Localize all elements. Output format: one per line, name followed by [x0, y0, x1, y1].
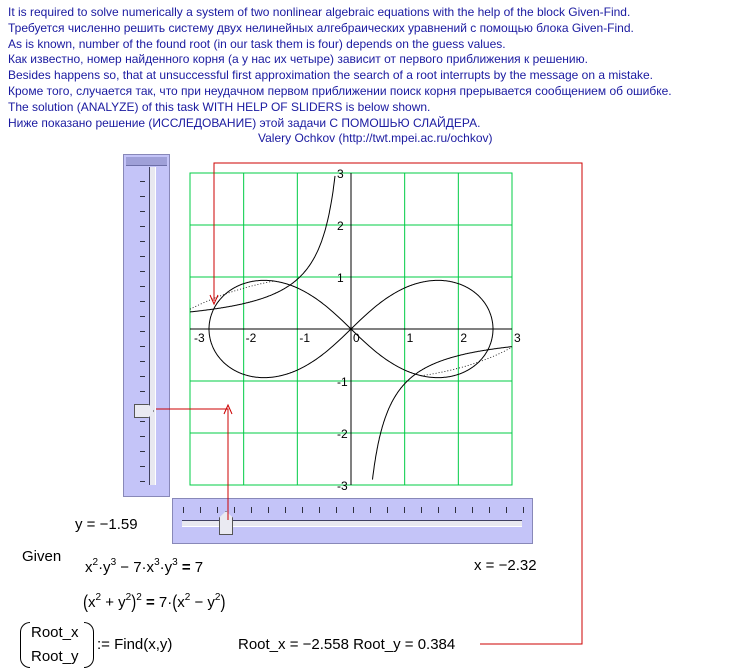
x-tick-label: 2	[460, 331, 468, 345]
equation-1: $x^2\cdot y^3 - 7\cdot x^3\cdot y^3 = 7$	[85, 557, 204, 576]
equation-curve-left	[190, 176, 335, 312]
x-tick-label: -2	[245, 331, 257, 345]
intro-line: Кроме того, случается так, что при неудачном первом приближении поиск корня прерывается сообщением об ошибке.	[8, 83, 672, 98]
y-tick-label: -3	[337, 479, 348, 493]
root-result: Root_x = −2.558 Root_y = 0.384	[238, 636, 456, 653]
bracket-right	[84, 622, 94, 668]
y-tick-label: -1	[337, 375, 348, 389]
intro-line: Как известно, номер найденного корня (а у нас их четыре) зависит от первого приближения к решению.	[8, 52, 588, 67]
intro-line: Besides happens so, that at unsuccessful first approximation the search of a root interrupts by the message on a mistake.	[8, 68, 654, 83]
find-call: := Find(x,y)	[97, 636, 173, 653]
x-value: x = −2.32	[474, 557, 537, 574]
guess-trace-left	[190, 281, 273, 309]
y-tick-label: 1	[337, 271, 344, 285]
x-tick-label: 3	[514, 331, 521, 345]
intro-line: It is required to solve numerically a system of two nonlinear algebraic equations with the help of the block Given-Find.	[8, 5, 631, 19]
root-vector	[20, 622, 94, 668]
given-keyword: Given	[22, 548, 62, 565]
intro-line: Ниже показано решение (ИССЛЕДОВАНИЕ) этой задачи С ПОМОШЬЮ СЛАЙДЕРА.	[8, 115, 481, 130]
y-tick-label: 3	[337, 167, 344, 181]
author-credit: Valery Ochkov (http://twt.mpei.ac.ru/ochkov)	[258, 131, 493, 146]
y-value: y = −1.59	[75, 516, 138, 533]
root-y-label: Root_y	[31, 648, 79, 665]
x-tick-label: -3	[194, 331, 205, 345]
bracket-left	[20, 622, 30, 668]
root-x-label: Root_x	[31, 624, 79, 641]
x-tick-label: 0	[353, 331, 360, 345]
y-tick-label: -2	[337, 427, 348, 441]
y-guess-link	[156, 409, 228, 520]
x-tick-label: -1	[299, 331, 311, 345]
intro-line: Требуется численно решить систему двух нелинейных алгебраических уравнений с помощью блока Given-Find.	[8, 20, 634, 35]
equation-curve-right	[373, 347, 513, 480]
x-tick-label: 1	[406, 331, 414, 345]
guess-trace-right	[421, 347, 512, 376]
y-tick-label: 2	[337, 219, 344, 233]
intro-line: As is known, number of the found root (in our task them is four) depends on the guess values.	[8, 36, 506, 51]
equation-2: $(x^2 + y^2)^2 = 7\cdot(x^2 - y^2)$	[83, 591, 226, 614]
intro-line: The solution (ANALYZE) of this task WITH HELP OF SLIDERS is below shown.	[8, 99, 431, 114]
